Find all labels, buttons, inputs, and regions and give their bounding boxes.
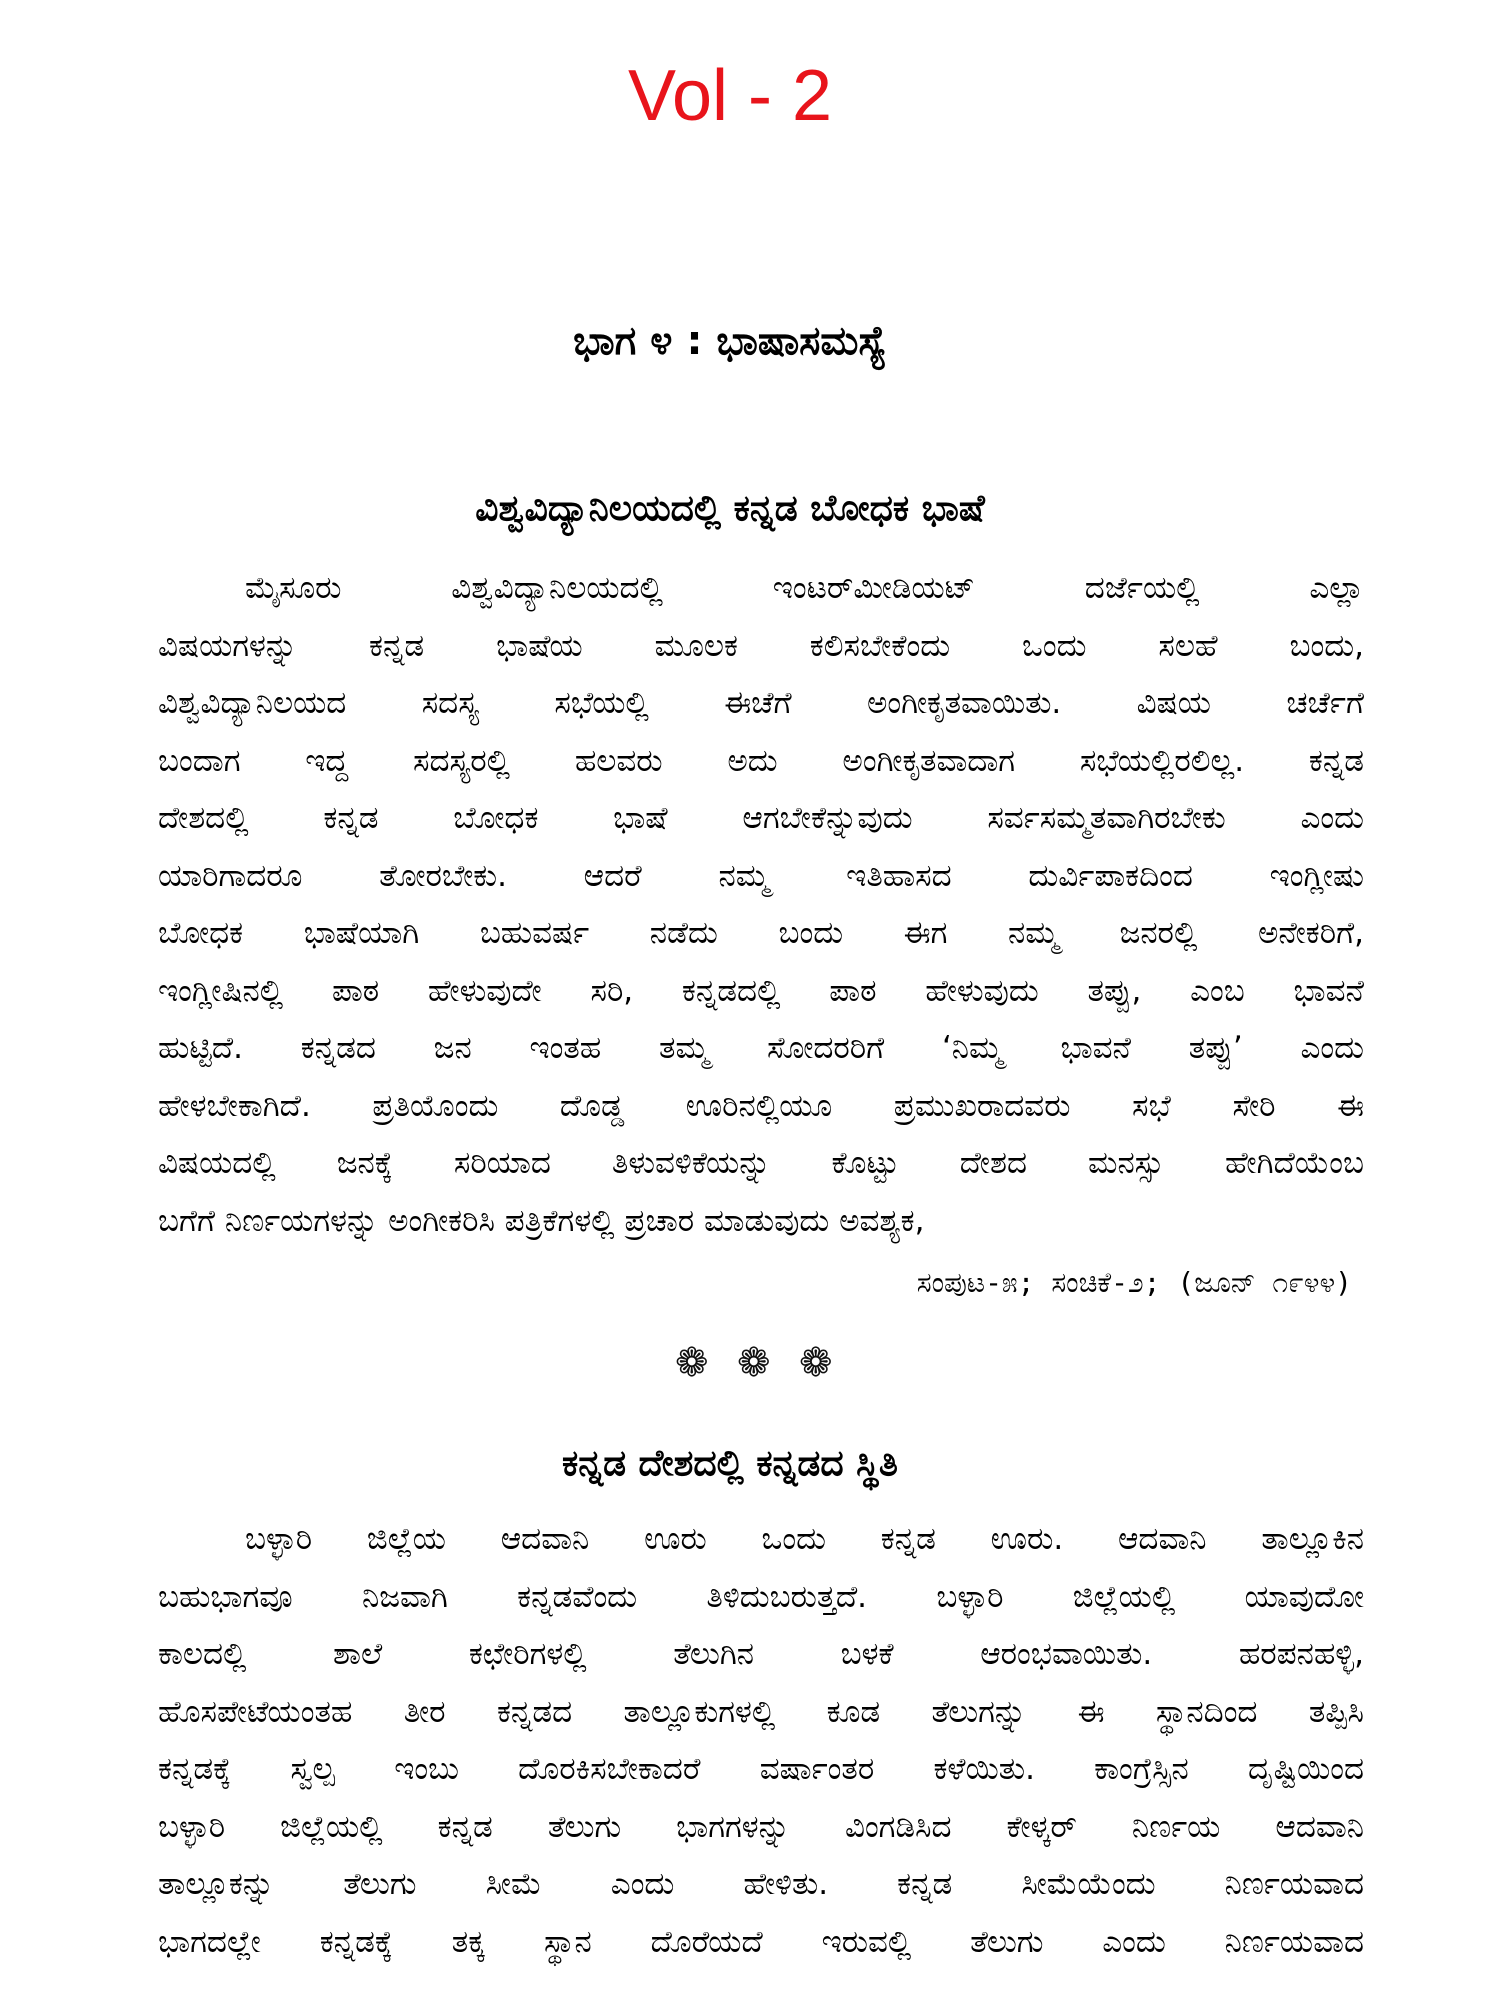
flower-ornament-icon: ❁ <box>799 1340 833 1386</box>
text-line: ಬಂದಾಗ ಇದ್ದ ಸದಸ್ಯರಲ್ಲಿ ಹಲವರು ಅದು ಅಂಗೀಕೃತವಾದಾಗ ಸಭೆಯಲ್ಲಿರಲಿಲ್ಲ. ಕನ್ನಡ <box>158 742 1364 779</box>
citation: ಸಂಪುಟ-೫; ಸಂಚಿಕೆ-೨; (ಜೂನ್ ೧೯೪೪) <box>916 1266 1352 1299</box>
text-line: ಭಾಗದಲ್ಲೇ ಕನ್ನಡಕ್ಕೆ ತಕ್ಕ ಸ್ಥಾನ ದೊರೆಯದೆ ಇರುವಲ್ಲಿ ತೆಲುಗು ಎಂದು ನಿರ್ಣಯವಾದ <box>158 1923 1364 1960</box>
text-line: ಬಹುಭಾಗವೂ ನಿಜವಾಗಿ ಕನ್ನಡವೆಂದು ತಿಳಿದುಬರುತ್ತದೆ. ಬಳ್ಳಾರಿ ಜಿಲ್ಲೆಯಲ್ಲಿ ಯಾವುದೋ <box>158 1578 1364 1615</box>
text-line: ಬೋಧಕ ಭಾಷೆಯಾಗಿ ಬಹುವರ್ಷ ನಡೆದು ಬಂದು ಈಗ ನಮ್ಮ ಜನರಲ್ಲಿ ಅನೇಕರಿಗೆ, <box>158 915 1364 951</box>
text-line: ಹುಟ್ಟಿದೆ. ಕನ್ನಡದ ಜನ ಇಂತಹ ತಮ್ಮ ಸೋದರರಿಗೆ ‘ನಿಮ್ಮ ಭಾವನೆ ತಪ್ಪು’ ಎಂದು <box>158 1030 1364 1066</box>
text-line: ತಾಲ್ಲೂಕನ್ನು ತೆಲುಗು ಸೀಮೆ ಎಂದು ಹೇಳಿತು. ಕನ್ನಡ ಸೀಮೆಯೆಂದು ನಿರ್ಣಯವಾದ <box>158 1866 1364 1902</box>
text-line: ಹೇಳಬೇಕಾಗಿದೆ. ಪ್ರತಿಯೊಂದು ದೊಡ್ಡ ಊರಿನಲ್ಲಿಯೂ ಪ್ರಮುಖರಾದವರು ಸಭೆ ಸೇರಿ ಈ <box>158 1087 1364 1124</box>
text-line: ವಿಷಯದಲ್ಲಿ ಜನಕ್ಕೆ ಸರಿಯಾದ ತಿಳುವಳಿಕೆಯನ್ನು ಕೊಟ್ಟು ದೇಶದ ಮನಸ್ಸು ಹೇಗಿದೆಯೆಂಬ <box>158 1145 1364 1181</box>
text-line: ವಿಷಯಗಳನ್ನು ಕನ್ನಡ ಭಾಷೆಯ ಮೂಲಕ ಕಲಿಸಬೇಕೆಂದು ಒಂದು ಸಲಹೆ ಬಂದು, <box>158 627 1364 664</box>
section-title-2: ಕನ್ನಡ ದೇಶದಲ್ಲಿ ಕನ್ನಡದ ಸ್ಥಿತಿ <box>562 1443 898 1484</box>
flower-ornament-icon: ❁ <box>675 1340 709 1386</box>
text-line: ಕನ್ನಡಕ್ಕೆ ಸ್ವಲ್ಪ ಇಂಬು ದೊರಕಿಸಬೇಕಾದರೆ ವರ್ಷಾಂತರ ಕಳೆಯಿತು. ಕಾಂಗ್ರೆಸ್ಸಿನ ದೃಷ್ಟಿಯಿಂದ <box>158 1751 1364 1787</box>
text-line: ಕಾಲದಲ್ಲಿ ಶಾಲೆ ಕಛೇರಿಗಳಲ್ಲಿ ತೆಲುಗಿನ ಬಳಕೆ ಆರಂಭವಾಯಿತು. ಹರಪನಹಳ್ಳಿ, <box>158 1636 1364 1672</box>
text-line: ಯಾರಿಗಾದರೂ ತೋರಬೇಕು. ಆದರೆ ನಮ್ಮ ಇತಿಹಾಸದ ದುರ್ವಿಪಾಕದಿಂದ ಇಂಗ್ಲೀಷು <box>158 857 1364 894</box>
flower-ornament-icon: ❁ <box>737 1340 771 1386</box>
volume-label: Vol - 2 <box>627 56 833 136</box>
text-line: ಇಂಗ್ಲೀಷಿನಲ್ಲಿ ಪಾಠ ಹೇಳುವುದೇ ಸರಿ, ಕನ್ನಡದಲ್ಲಿ ಪಾಠ ಹೇಳುವುದು ತಪ್ಪು, ಎಂಬ ಭಾವನೆ <box>158 972 1364 1009</box>
text-line: ಹೊಸಪೇಟೆಯಂತಹ ತೀರ ಕನ್ನಡದ ತಾಲ್ಲೂಕುಗಳಲ್ಲಿ ಕೂಡ ತೆಲುಗನ್ನು ಈ ಸ್ಥಾನದಿಂದ ತಪ್ಪಿಸಿ <box>158 1693 1364 1730</box>
part-heading: ಭಾಗ ೪ : ಭಾಷಾಸಮಸ್ಯೆ <box>573 318 887 364</box>
section-title-1: ವಿಶ್ವವಿದ್ಯಾನಿಲಯದಲ್ಲಿ ಕನ್ನಡ ಬೋಧಕ ಭಾಷೆ <box>475 488 985 529</box>
text-line: ಬಳ್ಳಾರಿ ಜಿಲ್ಲೆಯ ಆದವಾನಿ ಊರು ಒಂದು ಕನ್ನಡ ಊರು. ಆದವಾನಿ ತಾಲ್ಲೂಕಿನ <box>245 1521 1364 1557</box>
text-line: ಬಗೆಗೆ ನಿರ್ಣಯಗಳನ್ನು ಅಂಗೀಕರಿಸಿ ಪತ್ರಿಕೆಗಳಲ್ಲಿ ಪ್ರಚಾರ ಮಾಡುವುದು ಅವಶ್ಯಕ, <box>158 1202 925 1239</box>
text-line: ದೇಶದಲ್ಲಿ ಕನ್ನಡ ಬೋಧಕ ಭಾಷೆ ಆಗಬೇಕೆನ್ನುವುದು ಸರ್ವಸಮ್ಮತವಾಗಿರಬೇಕು ಎಂದು <box>158 800 1364 836</box>
text-line: ವಿಶ್ವವಿದ್ಯಾನಿಲಯದ ಸದಸ್ಯ ಸಭೆಯಲ್ಲಿ ಈಚೆಗೆ ಅಂಗೀಕೃತವಾಯಿತು. ವಿಷಯ ಚರ್ಚೆಗೆ <box>158 685 1364 721</box>
text-line: ಬಳ್ಳಾರಿ ಜಿಲ್ಲೆಯಲ್ಲಿ ಕನ್ನಡ ತೆಲುಗು ಭಾಗಗಳನ್ನು ವಿಂಗಡಿಸಿದ ಕೇಳ್ಕರ್ ನಿರ್ಣಯ ಆದವಾನಿ <box>158 1808 1364 1845</box>
text-line: ಮೈಸೂರು ವಿಶ್ವವಿದ್ಯಾನಿಲಯದಲ್ಲಿ ಇಂಟರ್‌ಮೀಡಿಯಟ್ ದರ್ಜೆಯಲ್ಲಿ ಎಲ್ಲಾ <box>245 570 1364 606</box>
